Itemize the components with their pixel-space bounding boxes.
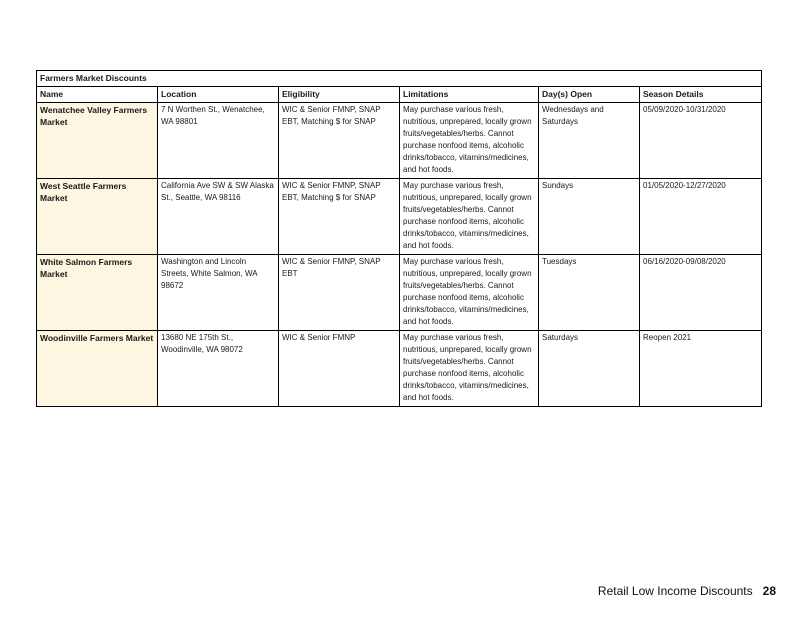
table-caption: Farmers Market Discounts (37, 71, 762, 87)
table-caption-row (37, 71, 762, 87)
market-location: 13680 NE 175th St., Woodinville, WA 98072 (158, 331, 279, 407)
market-limitations: May purchase various fresh, nutritious, unprepared, locally grown fruits/vegetables/herbs. Cannot purchase nonfood items, alcoholic drinks/tobacco, vitamins/medicines, and hot foods. (400, 179, 539, 255)
market-eligibility: WIC & Senior FMNP, SNAP EBT (279, 255, 400, 331)
header-name: Name (37, 87, 158, 103)
table-row (37, 255, 762, 331)
market-limitations: May purchase various fresh, nutritious, unprepared, locally grown fruits/vegetables/herbs. Cannot purchase nonfood items, alcoholic drinks/tobacco, vitamins/medicines, and hot foods. (400, 103, 539, 179)
header-days-open: Day(s) Open (539, 87, 640, 103)
market-eligibility: WIC & Senior FMNP, SNAP EBT, Matching $ for SNAP (279, 179, 400, 255)
table-row (37, 103, 762, 179)
market-season-details: Reopen 2021 (640, 331, 762, 407)
market-name: Woodinville Farmers Market (37, 331, 158, 407)
market-days-open: Tuesdays (539, 255, 640, 331)
market-name: West Seattle Farmers Market (37, 179, 158, 255)
market-season-details: 01/05/2020-12/27/2020 (640, 179, 762, 255)
market-days-open: Saturdays (539, 331, 640, 407)
market-days-open: Wednesdays and Saturdays (539, 103, 640, 179)
market-season-details: 06/16/2020-09/08/2020 (640, 255, 762, 331)
header-location: Location (158, 87, 279, 103)
header-season-details: Season Details (640, 87, 762, 103)
market-eligibility: WIC & Senior FMNP, SNAP EBT, Matching $ for SNAP (279, 103, 400, 179)
page-footer (598, 584, 776, 598)
table-row (37, 179, 762, 255)
header-eligibility: Eligibility (279, 87, 400, 103)
market-location: 7 N Worthen St., Wenatchee, WA 98801 (158, 103, 279, 179)
page-number: 28 (762, 584, 776, 598)
market-limitations: May purchase various fresh, nutritious, unprepared, locally grown fruits/vegetables/herbs. Cannot purchase nonfood items, alcoholic drinks/tobacco, vitamins/medicines, and hot foods. (400, 331, 539, 407)
header-limitations: Limitations (400, 87, 539, 103)
market-eligibility: WIC & Senior FMNP (279, 331, 400, 407)
market-name: Wenatchee Valley Farmers Market (37, 103, 158, 179)
market-days-open: Sundays (539, 179, 640, 255)
table-header-row (37, 87, 762, 103)
market-limitations: May purchase various fresh, nutritious, unprepared, locally grown fruits/vegetables/herbs. Cannot purchase nonfood items, alcoholic drinks/tobacco, vitamins/medicines, and hot foods. (400, 255, 539, 331)
footer-title: Retail Low Income Discounts (597, 584, 753, 598)
table-row (37, 331, 762, 407)
market-season-details: 05/09/2020-10/31/2020 (640, 103, 762, 179)
market-location: California Ave SW & SW Alaska St., Seattle, WA 98116 (158, 179, 279, 255)
farmers-market-discounts-table (36, 70, 762, 407)
market-location: Washington and Lincoln Streets, White Salmon, WA 98672 (158, 255, 279, 331)
market-name: White Salmon Farmers Market (37, 255, 158, 331)
